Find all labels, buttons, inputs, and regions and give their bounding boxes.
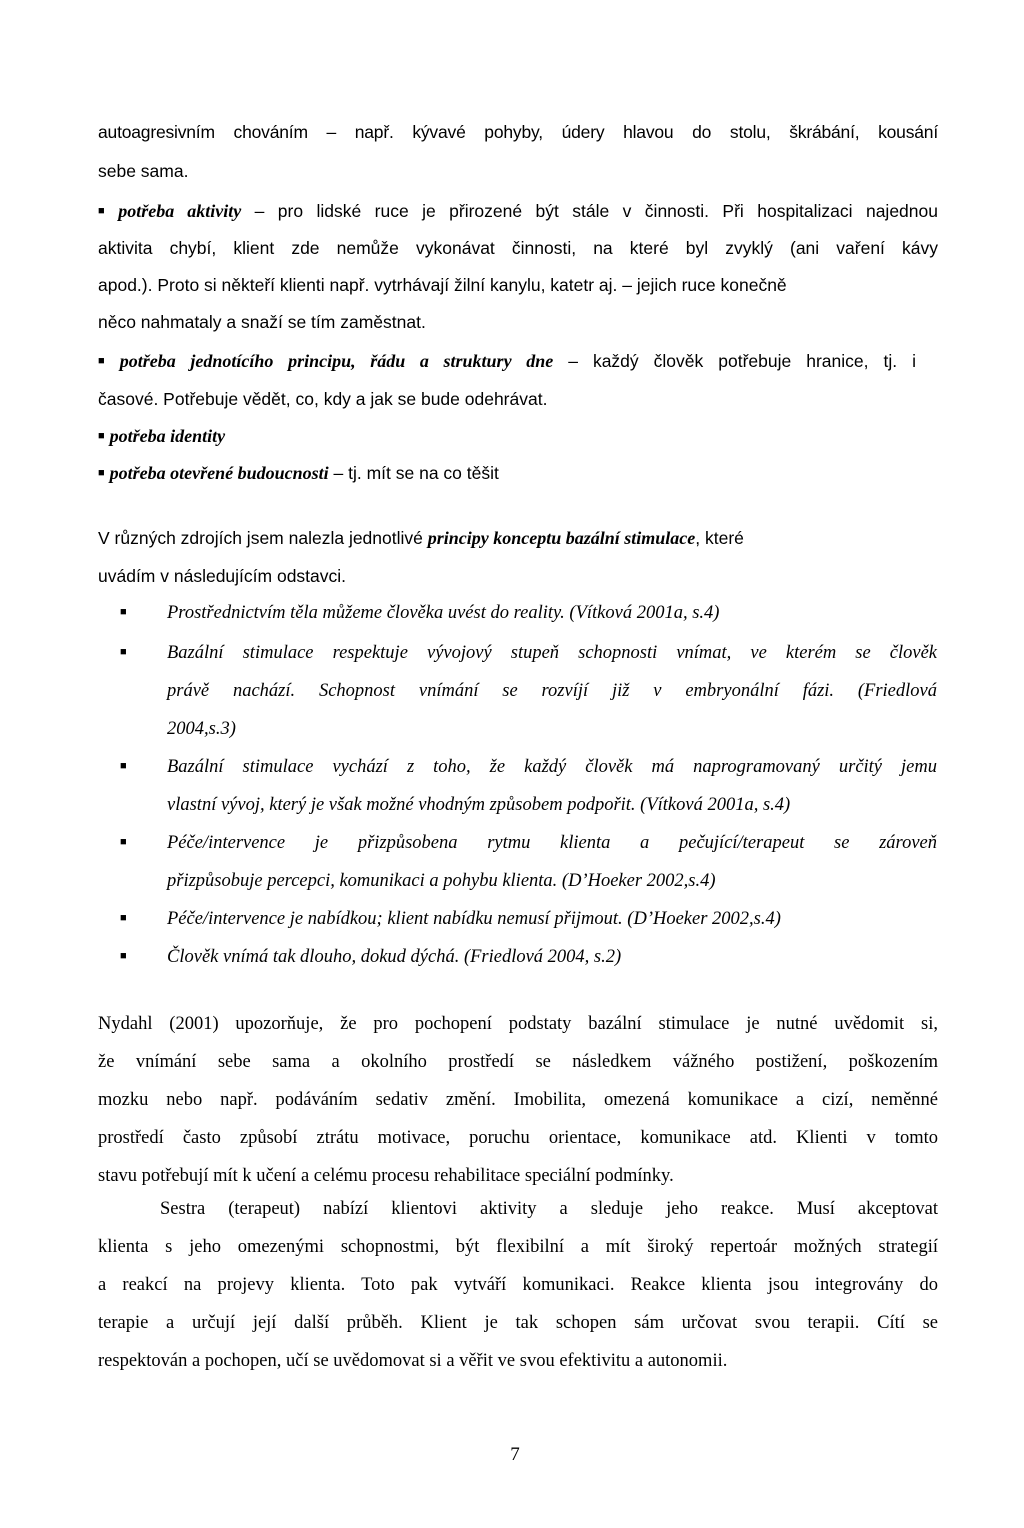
nurse-line-5: respektován a pochopen, učí se uvědomovat si a věřit ve svou efektivitu a autonomii. — [98, 1351, 728, 1371]
need-activity-line-1 — [98, 200, 938, 222]
need-identity — [98, 425, 938, 447]
nurse-line-2: klienta s jeho omezenými schopnostmi, být flexibilní a mít široký repertoár možných strategií — [98, 1237, 938, 1257]
principle-3-line-2: vlastní vývoj, který je však možné vhodným způsobem podpořit. (Vítková 2001a, s.4) — [167, 795, 791, 815]
needs-intro-line-2: sebe sama. — [98, 161, 189, 181]
square-bullet-icon: ■ — [98, 430, 105, 442]
nydahl-line-2: že vnímání sebe sama a okolního prostředí se následkem vážného postižení, poškozením — [98, 1052, 938, 1072]
square-bullet-icon: ■ — [98, 467, 105, 479]
square-bullet-icon: ■ — [120, 606, 127, 618]
nurse-line-1: Sestra (terapeut) nabízí klientovi aktivity a sleduje jeho reakce. Musí akceptovat — [160, 1199, 938, 1219]
need-activity-line-4: něco nahmataly a snaží se tím zaměstnat. — [98, 312, 426, 332]
square-bullet-icon: ■ — [120, 950, 127, 962]
principles-intro-text: V různých zdrojích jsem nalezla jednotlivé — [98, 528, 428, 548]
nydahl-line-5: stavu potřebují mít k učení a celému procesu rehabilitace speciální podmínky. — [98, 1166, 674, 1186]
need-order-text: – každý člověk potřebuje hranice, tj. i — [553, 351, 916, 371]
square-bullet-icon: ■ — [120, 760, 127, 772]
need-activity-text: – pro lidské ruce je přirozené být stále v činnosti. Při hospitalizaci najednou — [241, 201, 938, 221]
principle-2-line-2: právě nachází. Schopnost vnímání se rozvíjí již v embryonální fázi. (Friedlová — [167, 681, 937, 701]
need-activity-term: potřeba aktivity — [118, 201, 242, 221]
principle-6: Člověk vnímá tak dlouho, dokud dýchá. (Friedlová 2004, s.2) — [167, 947, 622, 967]
principles-intro-text-end: , které — [695, 528, 744, 548]
square-bullet-icon: ■ — [98, 355, 115, 367]
principle-2-line-3: 2004,s.3) — [167, 719, 236, 739]
principle-3-line-1: Bazální stimulace vychází z toho, že každý člověk má naprogramovaný určitý jemu — [167, 757, 937, 777]
nurse-line-3: a reakcí na projevy klienta. Toto pak vytváří komunikaci. Reakce klienta jsou integrovány do — [98, 1275, 938, 1295]
principles-intro-line-1 — [98, 527, 878, 549]
need-future — [98, 462, 938, 484]
need-future-text: – tj. mít se na co těšit — [328, 463, 499, 483]
nydahl-line-4: prostředí často způsobí ztrátu motivace, poruchu orientace, komunikace atd. Klienti v tomto — [98, 1128, 938, 1148]
nurse-line-4: terapie a určují její další průběh. Klient je tak schopen sám určovat svou terapii. Cítí se — [98, 1313, 938, 1333]
need-activity-line-2: aktivita chybí, klient zde nemůže vykonávat činnosti, na které byl zvyklý (ani vaření kávy — [98, 238, 938, 258]
nydahl-line-1: Nydahl (2001) upozorňuje, že pro pochopení podstaty bazální stimulace je nutné uvědomit si, — [98, 1014, 938, 1034]
principles-intro-line-2: uvádím v následujícím odstavci. — [98, 566, 347, 586]
nydahl-line-3: mozku nebo např. podáváním sedativ změní. Imobilita, omezená komunikace a cizí, neměnné — [98, 1090, 938, 1110]
square-bullet-icon: ■ — [120, 912, 127, 924]
need-order-line-2: časové. Potřebuje vědět, co, kdy a jak se bude odehrávat. — [98, 389, 548, 409]
square-bullet-icon: ■ — [98, 205, 114, 217]
square-bullet-icon: ■ — [120, 646, 127, 658]
principle-5: Péče/intervence je nabídkou; klient nabídku nemusí přijmout. (D’Hoeker 2002,s.4) — [167, 909, 781, 929]
principles-intro-term: principy konceptu bazální stimulace — [427, 528, 696, 548]
principle-1: Prostřednictvím těla můžeme člověka uvést do reality. (Vítková 2001a, s.4) — [167, 603, 720, 623]
need-order-line-1 — [98, 350, 916, 372]
need-order-term: potřeba jednotícího principu, řádu a struktury dne — [119, 351, 554, 371]
principle-4-line-2: přizpůsobuje percepci, komunikaci a pohybu klienta. (D’Hoeker 2002,s.4) — [167, 871, 716, 891]
principle-4-line-1: Péče/intervence je přizpůsobena rytmu klienta a pečující/terapeut se zároveň — [167, 833, 937, 853]
principle-2-line-1: Bazální stimulace respektuje vývojový stupeň schopnosti vnímat, ve kterém se člověk — [167, 643, 937, 663]
square-bullet-icon: ■ — [120, 836, 127, 848]
page-number: 7 — [510, 1444, 520, 1465]
need-activity-line-3: apod.). Proto si někteří klienti např. vytrhávají žilní kanylu, katetr aj. – jejich ruce konečně — [98, 275, 787, 295]
need-future-term: potřeba otevřené budoucnosti — [109, 463, 329, 483]
needs-intro-line-1: autoagresivním chováním – např. kývavé pohyby, údery hlavou do stolu, škrábání, kousání — [98, 122, 938, 142]
need-identity-term: potřeba identity — [109, 426, 226, 446]
